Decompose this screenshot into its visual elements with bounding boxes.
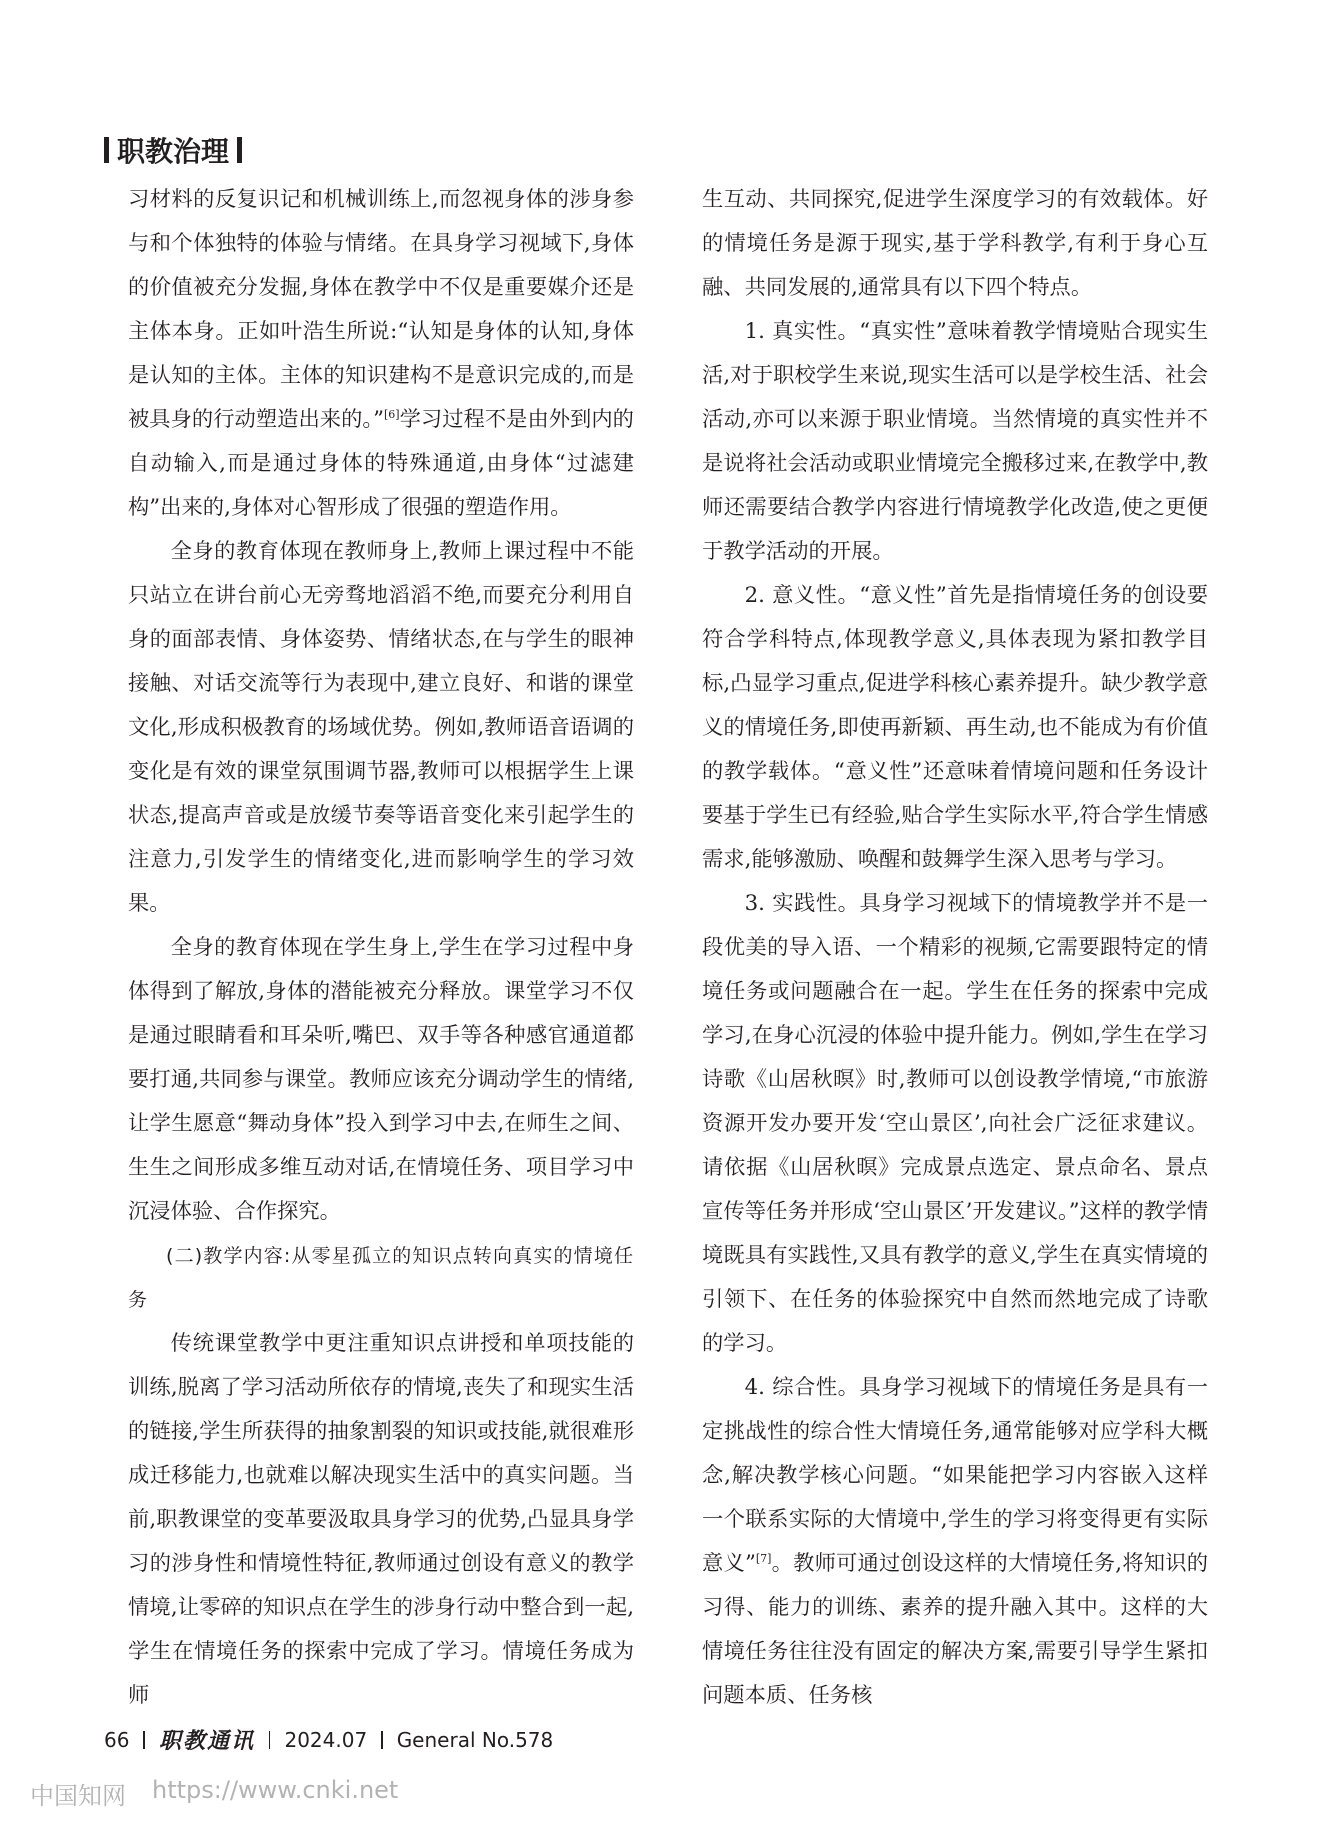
section-bar-left — [104, 137, 109, 163]
watermark-site-name: 中国知网 — [30, 1782, 126, 1810]
paragraph: 2. 意义性。“意义性”首先是指情境任务的创设要符合学科特点,体现教学意义,具体表现为紧扣教学目标,凸显学习重点,促进学科核心素养提升。缺少教学意义的情境任务,即使再新颖、再生动,也不能成为有价值的教学载体。“意义性”还意味着情境问题和任务设计要基于学生已有经验,贴合学生实际水平,符合学生情感需求,能够激励、唤醒和鼓舞学生深入思考与学习。 — [702, 583, 1208, 872]
paragraph: 传统课堂教学中更注重知识点讲授和单项技能的训练,脱离了学习活动所依存的情境,丧失了和现实生活的链接,学生所获得的抽象割裂的知识或技能,就很难形成迁移能力,也就难以解决现实生活中的真实问题。当前,职教课堂的变革要汲取具身学习的优势,凸显具身学习的涉身性和情境性特征,教师通过创设有意义的教学情境,让零碎的知识点在学生的涉身行动中整合到一起,学生在情境任务的探索中完成了学习。情境任务成为师 — [128, 1331, 634, 1708]
divider — [143, 1731, 145, 1749]
citation-ref: [6] — [383, 407, 400, 421]
page-footer — [104, 1724, 553, 1755]
journal-name: 职教通讯 — [158, 1728, 255, 1754]
left-column — [128, 178, 634, 1718]
paragraph: 3. 实践性。具身学习视域下的情境教学并不是一段优美的导入语、一个精彩的视频,它需要跟特定的情境任务或问题融合在一起。学生在任务的探索中完成学习,在身心沉浸的体验中提升能力。例如,学生在学习诗歌《山居秋暝》时,教师可以创设教学情境,“市旅游资源开发办要开发‘空山景区’,向社会广泛征求建议。请依据《山居秋暝》完成景点选定、景点命名、景点宣传等任务并形成‘空山景区’开发建议。”这样的教学情境既具有实践性,又具有教学的意义,学生在真实情境的引领下、在任务的体验探究中自然而然地完成了诗歌的学习。 — [702, 891, 1208, 1356]
citation-ref: [7] — [755, 1551, 772, 1565]
paragraph: 4. 综合性。具身学习视域下的情境任务是具有一定挑战性的综合性大情境任务,通常能够对应学科大概念,解决教学核心问题。“如果能把学习内容嵌入这样一个联系实际的大情境中,学生的学习将变得更有实际意义”[7]。教师可通过创设这样的大情境任务,将知识的习得、能力的训练、素养的提升融入其中。这样的大情境任务往往没有固定的解决方案,需要引导学生紧扣问题本质、任务核 — [702, 1375, 1209, 1708]
section-header — [104, 130, 242, 170]
paragraph: 习材料的反复识记和机械训练上,而忽视身体的涉身参与和个体独特的体验与情绪。在具身学习视域下,身体的价值被充分发掘,身体在教学中不仅是重要媒介还是主体本身。正如叶浩生所说:“认知是身体的认知,身体是认知的主体。主体的知识建构不是意识完成的,而是被具身的行动塑造出来的。”[6]学习过程不是由外到内的自动输入,而是通过身体的特殊通道,由身体“过滤建构”出来的,身体对心智形成了很强的塑造作用。 — [128, 187, 634, 520]
section-bar-right — [237, 137, 242, 163]
watermark-url[interactable]: https://www.cnki.net — [152, 1776, 399, 1804]
divider — [269, 1731, 271, 1749]
subsection-heading: (二)教学内容:从零星孤立的知识点转向真实的情境任务 — [128, 1245, 634, 1311]
watermark — [30, 1776, 398, 1811]
right-column — [702, 178, 1208, 1718]
paragraph: 全身的教育体现在学生身上,学生在学习过程中身体得到了解放,身体的潜能被充分释放。课堂学习不仅是通过眼睛看和耳朵听,嘴巴、双手等各种感官通道都要打通,共同参与课堂。教师应该充分调动学生的情绪,让学生愿意“舞动身体”投入到学习中去,在师生之间、生生之间形成多维互动对话,在情境任务、项目学习中沉浸体验、合作探究。 — [128, 935, 634, 1224]
section-title: 职教治理 — [117, 135, 230, 168]
paragraph: 全身的教育体现在教师身上,教师上课过程中不能只站立在讲台前心无旁骛地滔滔不绝,而要充分利用自身的面部表情、身体姿势、情绪状态,在与学生的眼神接触、对话交流等行为表现中,建立良好、和谐的课堂文化,形成积极教育的场域优势。例如,教师语音语调的变化是有效的课堂氛围调节器,教师可以根据学生上课状态,提高声音或是放缓节奏等语音变化来引起学生的注意力,引发学生的情绪变化,进而影响学生的学习效果。 — [128, 539, 634, 916]
paragraph: 1. 真实性。“真实性”意味着教学情境贴合现实生活,对于职校学生来说,现实生活可以是学校生活、社会活动,亦可以来源于职业情境。当然情境的真实性并不是说将社会活动或职业情境完全搬移过来,在教学中,教师还需要结合教学内容进行情境教学化改造,使之更便于教学活动的开展。 — [702, 319, 1208, 564]
page-number: 66 — [104, 1727, 130, 1752]
paragraph: 生互动、共同探究,促进学生深度学习的有效载体。好的情境任务是源于现实,基于学科教学,有利于身心互融、共同发展的,通常具有以下四个特点。 — [702, 187, 1208, 300]
issue-date: 2024.07 — [284, 1727, 368, 1752]
general-number: General No.578 — [396, 1727, 554, 1752]
divider — [381, 1731, 383, 1749]
